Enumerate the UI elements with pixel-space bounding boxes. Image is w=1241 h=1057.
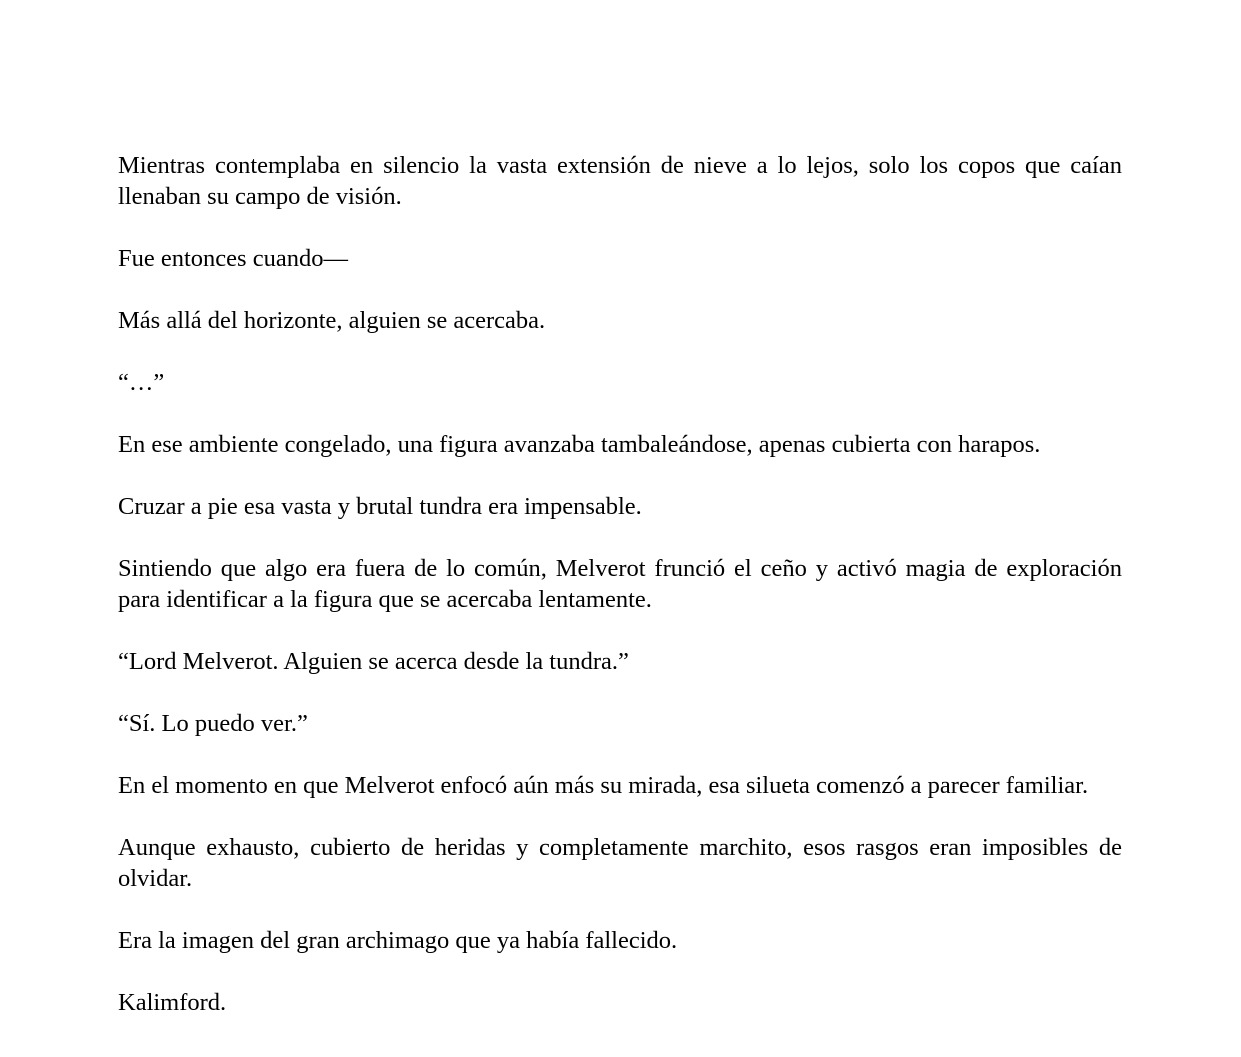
paragraph: Aunque exhausto, cubierto de heridas y completamente marchito, esos rasgos eran imposibles de olvidar. [118, 834, 1122, 892]
paragraph: Cruzar a pie esa vasta y brutal tundra era impensable. [118, 493, 642, 520]
paragraph: En ese ambiente congelado, una figura avanzaba tambaleándose, apenas cubierta con harapos. [118, 431, 1041, 458]
paragraph: Mientras contemplaba en silencio la vasta extensión de nieve a lo lejos, solo los copos que caían llenaban su campo de visión. [118, 152, 1122, 210]
paragraph: Fue entonces cuando— [118, 245, 348, 272]
paragraph: Sintiendo que algo era fuera de lo común, Melverot frunció el ceño y activó magia de exploración para identificar a la figura que se acercaba lentamente. [118, 555, 1122, 613]
paragraph: Era la imagen del gran archimago que ya había fallecido. [118, 927, 678, 954]
document-page [118, 150, 1122, 1049]
paragraph: “Lord Melverot. Alguien se acerca desde la tundra.” [118, 648, 629, 675]
paragraph: “…” [118, 369, 165, 396]
paragraph: En el momento en que Melverot enfocó aún más su mirada, esa silueta comenzó a parecer familiar. [118, 772, 1089, 799]
paragraph: Kalimford. [118, 989, 227, 1016]
paragraph: Más allá del horizonte, alguien se acercaba. [118, 307, 546, 334]
paragraph: “Sí. Lo puedo ver.” [118, 710, 308, 737]
